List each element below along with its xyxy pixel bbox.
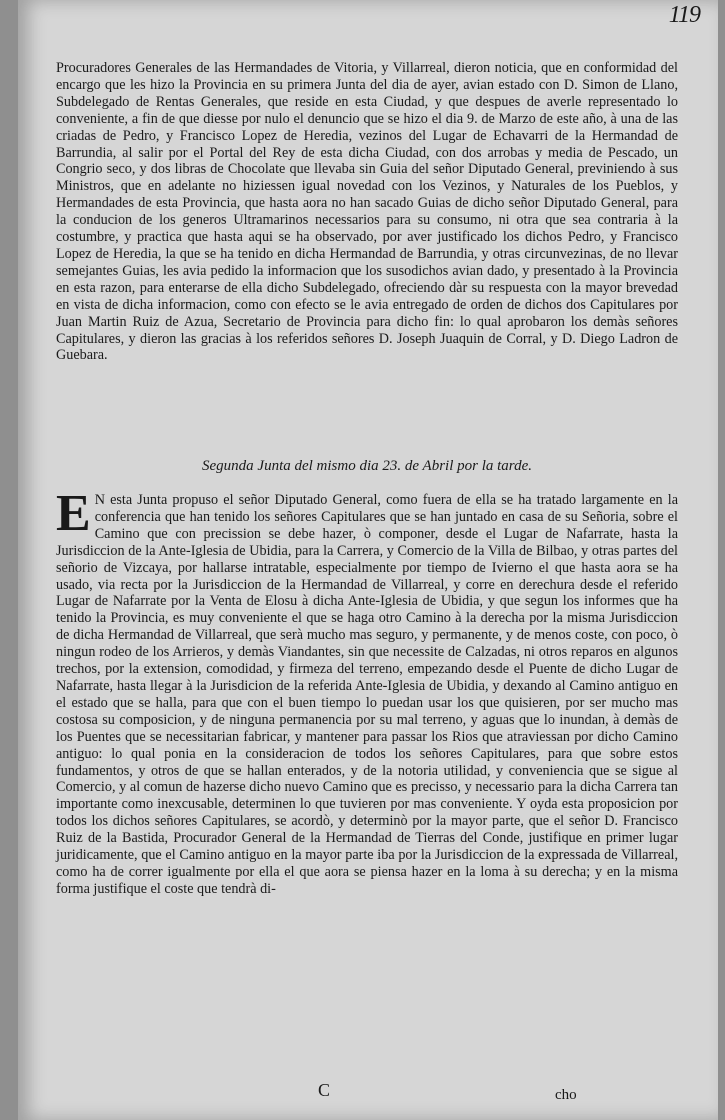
paragraph-first: Procuradores Generales de las Hermandades de Vitoria, y Villarreal, dieron noticia, que en conformidad del encargo que les hizo la Provincia en su primera Junta del dia de ayer, avian estado con D. Simon de Llano, Subdelegado de Rentas Generales, que reside en esta Ciudad, y que despues de averle representado lo conveniente, a fin de que diesse por nulo el denuncio que se hizo el dia 9. de Marzo de este año, à una de las criadas de Pedro, y Francisco Lopez de Heredia, vezinos del Lugar de Echavarri de la Hermandad de Barrundia, al salir por el Portal del Rey de esta dicha Ciudad, con dos arrobas y media de Pescado, un Congrio seco, y dos libras de Chocolate que llevaba sin Guia del señor Diputado General, previniendo à sus Ministros, que en adelante no hiziessen igual novedad con los Vezinos, y Naturales de los Pueblos, y Hermandades de esta Provincia, que hasta aora no han sacado Guias de dicho señor Diputado General, para la conducion de los generos Ultramarinos necessarios para su consumo, ni otra que sea contraria à la costumbre, y practica que hasta aqui se ha observado, por aver justificado los dichos Pedro, y Francisco Lopez de Heredia, la que se ha tenido en dicha Hermandad de Barrundia, y otras circunvezinas, de no llevar semejantes Guias, les avia pedido la informacion que los susodichos avian dado, y presentado à la Provincia en esta razon, para enterarse de ella dicho Subdelegado, ofreciendo dàr su respuesta con la mayor brevedad en vista de dicha informacion, como con efecto se le avia entregado de orden de dichos dos Capitulares por Juan Martin Ruiz de Azua, Secretario de Provincia para dicho fin: lo qual aprobaron los demàs señores Capitulares, y dieron las gracias à los referidos señores D. Joseph Juaquin de Corral, y D. Diego Ladron de Guebara.	[56, 60, 678, 364]
section-heading: Segunda Junta del mismo dia 23. de Abril por la tarde.	[202, 458, 532, 474]
document-page	[18, 0, 718, 1120]
signature-mark: C	[318, 1080, 331, 1100]
catchword: cho	[555, 1087, 577, 1103]
folio-number: 119	[668, 2, 700, 28]
paragraph-second	[56, 485, 678, 898]
drop-cap: E	[56, 485, 91, 542]
paragraph-second-text: N esta Junta propuso el señor Diputado General, como fuera de ella se ha tratado largamente en la conferencia que han tenido los señores Capitulares que se han juntado en casa de su Señoria, sobre el Camino que con precission se debe hazer, ò componer, desde el Lugar de Nafarrate, hasta la Jurisdiccion de la Ante-Iglesia de Ubidia, para la Carrera, y Comercio de la Villa de Bilbao, y otras partes del señorio de Vizcaya, por hallarse intratable, especialmente por tiempo de Ivierno el que hasta aora se ha usado, via recta por la Jurisdiccion de la Hermandad de Villarreal, y corre en derechura desde el referido Lugar de Nafarrate por la Venta de Elosu à dicha Ante-Iglesia de Ubidia, y que segun los informes que ha tenido la Provincia, es muy conveniente el que se haga otro Camino à la derecha por la misma Jurisdiccion de dicha Hermandad de Villarreal, que serà mucho mas seguro, y permanente, y de menos coste, con poco, ò ningun rodeo de los Arrieros, y demàs Viandantes, sin que necessite de Calzadas, ni otros reparos en algunos trechos, por la extension, comodidad, y firmeza del terreno, empezando desde el Puente de dicho Lugar de Nafarrate, hasta llegar à la Jurisdicion de la referida Ante-Iglesia de Ubidia, y dexando al Camino antiguo en el estado que se halla, para que con el buen tiempo lo puedan usar los que quisieren, por ser mucho mas costosa su composicion, y de ninguna permanencia por su mal terreno, y aguas que lo inundan, à demàs de los Puentes que se necessitarian fabricar, y mantener para passar los Rios que atraviessan por dicho Camino antiguo: lo qual ponia en la consideracion de todos los señores Capitulares, para que sobre estos fundamentos, y otros de que se hallan enterados, y de la notoria utilidad, y conveniencia que se sigue al Comercio, y al comun de hazerse dicho nuevo Camino que es precisso, y necessario para la dicha Carrera tan importante como inexcusable, determinen lo que tuvieren por mas conveniente. Y oyda esta proposicion por todos los dichos señores Capitulares, se acordò, y determinò por la mayor parte, que el señor D. Francisco Ruiz de la Bastida, Procurador General de la Hermandad de Tierras del Conde, justifique en primer lugar juridicamente, que el Camino antiguo en la mayor parte iba por la Jurisdiccion de la expressada de Villarreal, como ha de correr igualmente por ella el que aora se piensa hazer en la loma à su derecha; y en la misma forma justifique el coste que tendrà di-	[56, 492, 678, 897]
